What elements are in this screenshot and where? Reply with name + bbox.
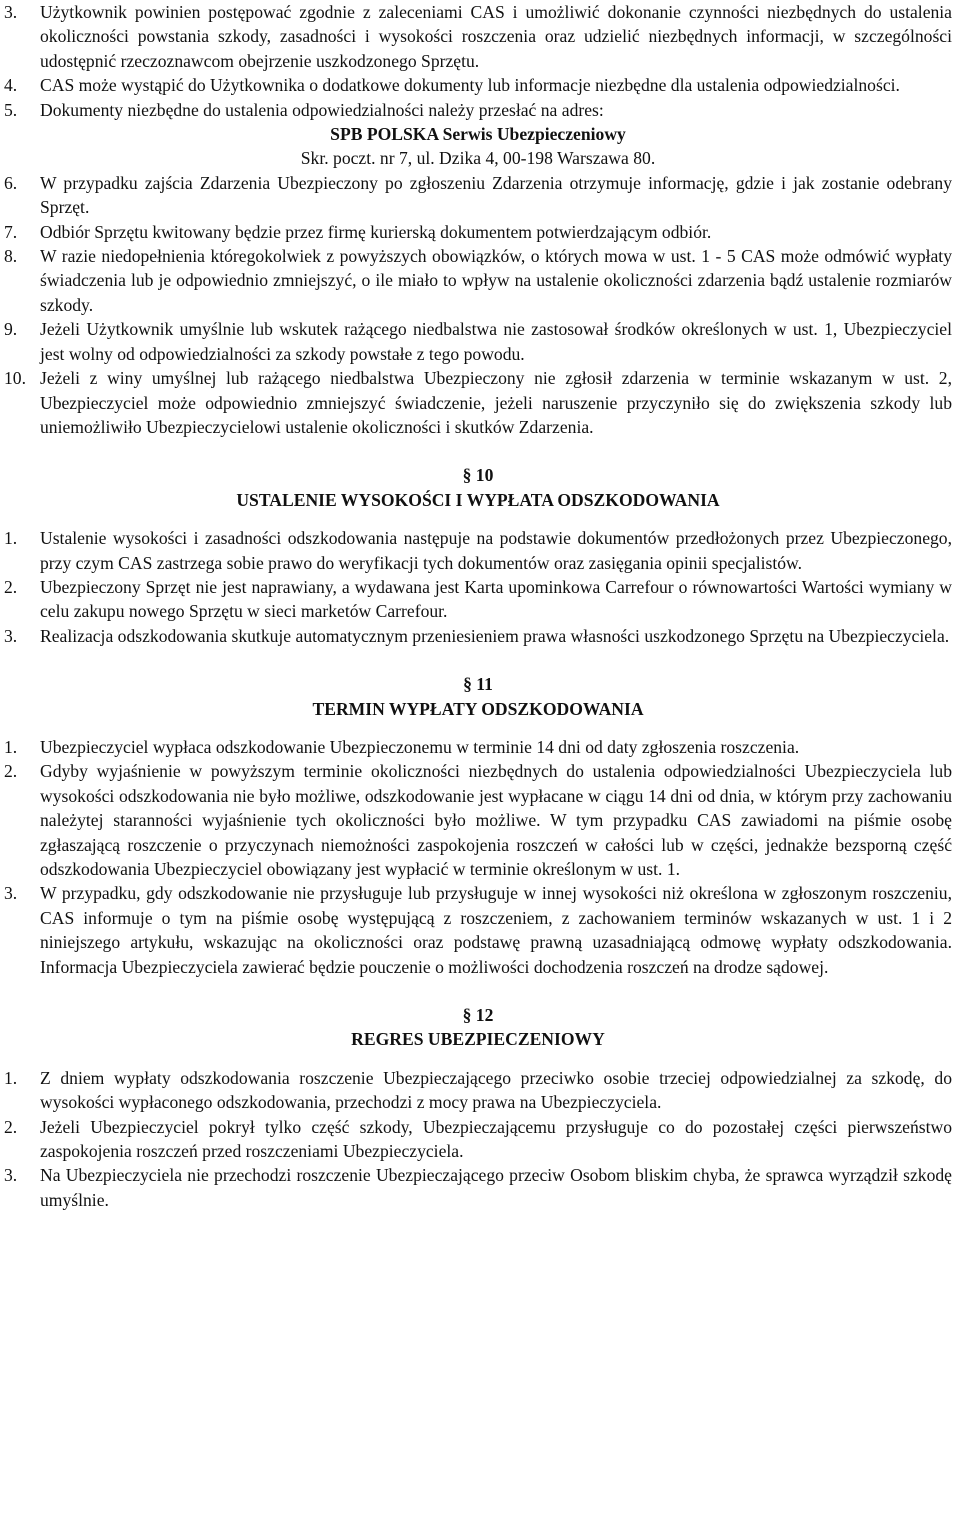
- item-number: 1.: [4, 528, 18, 549]
- section-heading-10: [4, 463, 952, 512]
- item-text: Z dniem wypłaty odszkodowania roszczenie Ubezpieczającego przeciwko osobie trzeciej odpowiedzialnej za szkodę, do wysokości wypłaconego odszkodowania, przechodzi z mocy prawa na Ubezpieczyciela.: [40, 1067, 952, 1113]
- mid-list: [4, 171, 952, 439]
- item-text: Jeżeli Użytkownik umyślnie lub wskutek rażącego niedbalstwa nie zastosował środków określonych w ust. 1, Ubezpieczyciel jest wolny od odpowiedzialności za szkody powstałe z tego powodu.: [40, 319, 952, 364]
- item-number: 1.: [4, 736, 18, 757]
- item-text: Użytkownik powinien postępować zgodnie z zaleceniami CAS i umożliwić dokonanie czynności niezbędnych do ustalenia okoliczności powstania szkody, zasadności i wysokości roszczenia oraz udzielić niezbędnych informacji, w szczególności udostępnić rzeczoznawcom obejrzenie uszkodzonego Sprzętu.: [40, 2, 952, 71]
- list-item: [4, 759, 952, 881]
- item-number: 2.: [4, 576, 18, 597]
- item-text: W przypadku zajścia Zdarzenia Ubezpieczony po zgłoszeniu Zdarzenia otrzymuje informację, gdzie i jak zostanie odebrany Sprzęt.: [40, 172, 952, 218]
- list-item: [4, 526, 952, 575]
- list-item: [4, 0, 952, 73]
- section-10-list: [4, 526, 952, 648]
- list-item: [4, 575, 952, 624]
- address-line: Skr. poczt. nr 7, ul. Dzika 4, 00-198 Warszawa 80.: [300, 148, 656, 169]
- item-number: 5.: [4, 99, 18, 120]
- section-title: USTALENIE WYSOKOŚCI I WYPŁATA ODSZKODOWANIA: [236, 489, 720, 510]
- list-item: [4, 1163, 952, 1212]
- item-number: 3.: [4, 625, 18, 646]
- item-text: Odbiór Sprzętu kwitowany będzie przez firmę kurierską dokumentem potwierdzającym odbiór.: [40, 221, 712, 242]
- list-item: [4, 220, 952, 244]
- item-text: Ustalenie wysokości i zasadności odszkodowania następuje na podstawie dokumentów przedłożonych przez Ubezpieczonego, przy czym CAS zastrzega sobie prawo do weryfikacji tych dokumentów oraz zasięgania opinii specjalistów.: [40, 528, 952, 573]
- item-number: 2.: [4, 1116, 18, 1137]
- section-number: § 11: [463, 674, 493, 695]
- item-text: W przypadku, gdy odszkodowanie nie przysługuje lub przysługuje w innej wysokości niż określona w zgłoszonym roszczeniu, CAS informuje o tym na piśmie osobę występującą z roszczeniem, z zachowaniem terminów wskazanych w ust. 1 i 2 niniejszego artykułu, wskazując na okoliczności oraz podstawę prawną uzasadniającą odmowę wypłaty odszkodowania. Informacja Ubezpieczyciela zawierać będzie pouczenie o możliwości dochodzenia roszczeń na drodze sądowej.: [40, 883, 952, 977]
- list-item: [4, 244, 952, 317]
- item-text: Gdyby wyjaśnienie w powyższym terminie okoliczności niezbędnych do ustalenia odpowiedzialności Ubezpieczyciela lub wysokości odszkodowania nie było możliwe, odszkodowanie jest wypłacane w ciągu 14 dni od dnia, w którym przy zachowaniu należytej staranności wyjaśnienie tych okoliczności było możliwe. W tym przypadku CAS zawiadomi na piśmie osobę zgłaszającą roszczenie o przyczynach niemożności zaspokojenia roszczeń w całości lub w części, jednakże bezsporną część odszkodowania Ubezpieczyciel obowiązany jest wypłacić w terminie określonym w ust. 1.: [40, 761, 952, 879]
- list-item: [4, 73, 952, 97]
- item-text: Dokumenty niezbędne do ustalenia odpowiedzialności należy przesłać na adres:: [40, 99, 604, 120]
- item-number: 2.: [4, 761, 18, 782]
- item-text: Ubezpieczony Sprzęt nie jest naprawiany, a wydawana jest Karta upominkowa Carrefour o równowartości Wartości wymiany w celu zakupu nowego Sprzętu w sieci marketów Carrefour.: [40, 576, 952, 622]
- item-number: 9.: [4, 319, 18, 340]
- list-item: [4, 1115, 952, 1164]
- section-11-list: [4, 735, 952, 979]
- list-item: [4, 171, 952, 220]
- item-number: 8.: [4, 246, 18, 267]
- item-number: 7.: [4, 221, 18, 242]
- list-item: [4, 366, 952, 439]
- item-text: Jeżeli z winy umyślnej lub rażącego niedbalstwa Ubezpieczony nie zgłosił zdarzenia w terminie wskazanym w ust. 2, Ubezpieczyciel może odpowiednio zmniejszyć świadczenie, jeżeli naruszenie przyczyniło się do zwiększenia szkody lub uniemożliwiło Ubezpieczycielowi ustalenie okoliczności i skutków Zdarzenia.: [40, 368, 952, 437]
- list-item: [4, 98, 952, 122]
- item-number: 4.: [4, 75, 18, 96]
- section-number: § 10: [462, 465, 494, 486]
- section-12-list: [4, 1066, 952, 1212]
- item-number: 3.: [4, 883, 18, 904]
- item-text: Jeżeli Ubezpieczyciel pokrył tylko część szkody, Ubezpieczającemu przysługuje co do pozostałej części pierwszeństwo zaspokojenia roszczeń przed roszczeniami Ubezpieczyciela.: [40, 1116, 952, 1162]
- item-text: Realizacja odszkodowania skutkuje automatycznym przeniesieniem prawa własności uszkodzonego Sprzętu na Ubezpieczyciela.: [40, 625, 950, 646]
- list-item: [4, 1066, 952, 1115]
- section-heading-11: [4, 672, 952, 721]
- item-number: 10.: [4, 368, 26, 389]
- item-text: Ubezpieczyciel wypłaca odszkodowanie Ubezpieczonemu w terminie 14 dni od daty zgłoszenia roszczenia.: [40, 736, 800, 757]
- mailing-address: [4, 122, 952, 171]
- section-heading-12: [4, 1003, 952, 1052]
- item-number: 6.: [4, 172, 18, 193]
- section-title: REGRES UBEZPIECZENIOWY: [351, 1029, 605, 1050]
- item-text: Na Ubezpieczyciela nie przechodzi roszczenie Ubezpieczającego przeciw Osobom bliskim chyba, że sprawca wyrządził szkodę umyślnie.: [40, 1165, 952, 1210]
- address-company-name: SPB POLSKA Serwis Ubezpieczeniowy: [330, 124, 626, 145]
- section-title: TERMIN WYPŁATY ODSZKODOWANIA: [312, 698, 644, 719]
- item-text: W razie niedopełnienia któregokolwiek z powyższych obowiązków, o których mowa w ust. 1 - 5 CAS może odmówić wypłaty świadczenia lub je odpowiednio zmniejszyć, o ile miało to wpływ na ustalenie okoliczności zdarzenia bądź ustalenie rozmiarów szkody.: [40, 246, 952, 315]
- section-number: § 12: [462, 1005, 494, 1026]
- list-item: [4, 317, 952, 366]
- list-item: [4, 735, 952, 759]
- item-number: 3.: [4, 2, 18, 22]
- list-item: [4, 624, 952, 648]
- item-number: 3.: [4, 1165, 18, 1186]
- top-list: [4, 0, 952, 122]
- list-item: [4, 881, 952, 979]
- item-text: CAS może wystąpić do Użytkownika o dodatkowe dokumenty lub informacje niezbędne dla ustalenia odpowiedzialności.: [40, 75, 900, 96]
- item-number: 1.: [4, 1067, 18, 1088]
